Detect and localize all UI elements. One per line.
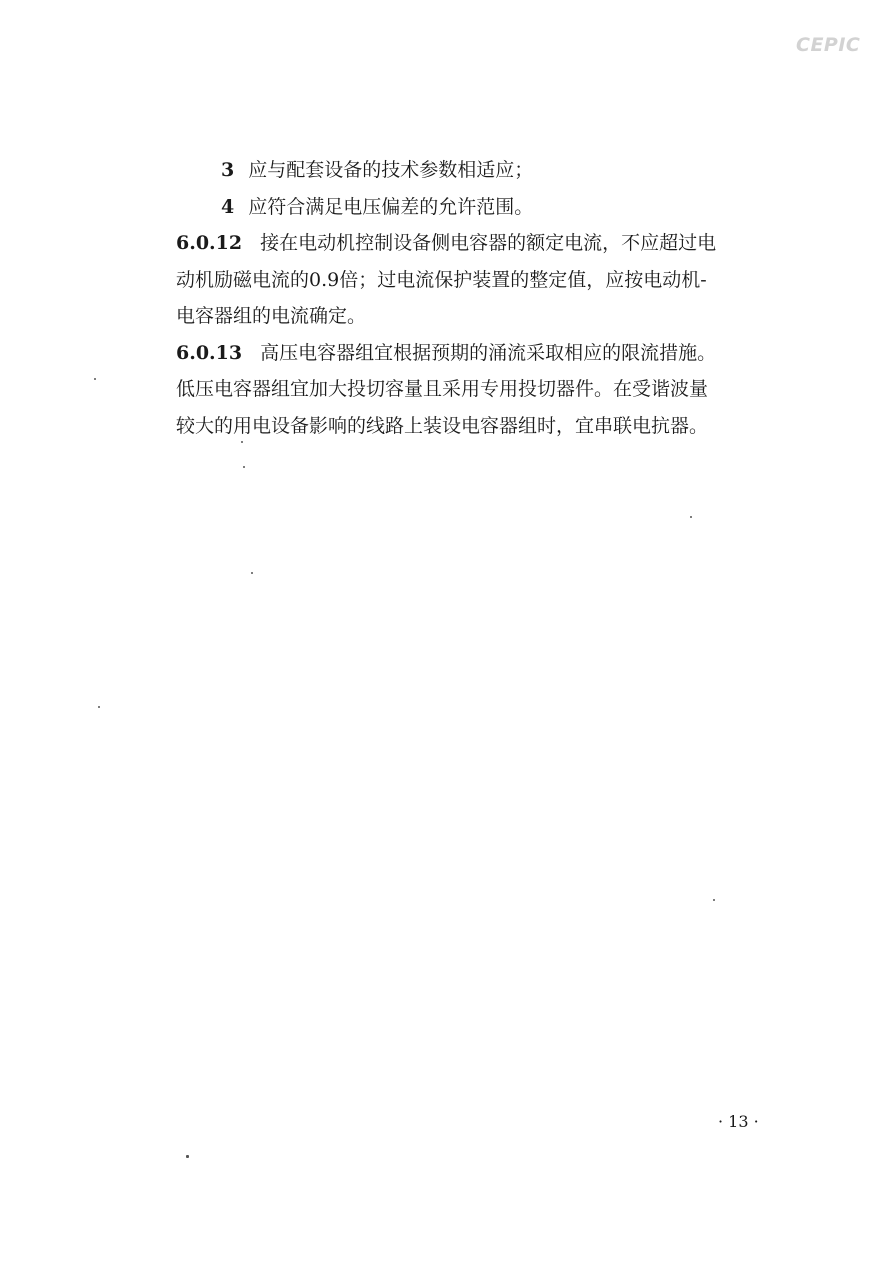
scan-speck [690, 516, 692, 518]
list-item-3 [176, 152, 800, 189]
clause-text-line: 低压电容器组宜加大投切容量且采用专用投切器件。在受谐波量 [176, 378, 709, 400]
clause-number: 6.0.13 [176, 341, 243, 364]
scan-speck [94, 378, 96, 380]
scan-speck [98, 706, 100, 708]
cepic-watermark: CEPIC [796, 34, 861, 56]
list-item-number: 3 [221, 159, 235, 181]
scan-speck [713, 899, 715, 901]
clause-text-line: 高压电容器组宜根据预期的涌流采取相应的限流措施。 [260, 341, 717, 364]
scan-speck [186, 1155, 189, 1158]
list-item-4 [176, 189, 800, 226]
clause-text-line: 动机励磁电流的0.9倍；过电流保护装置的整定值，应按电动机- [176, 268, 707, 291]
clause-6-0-12 [176, 225, 800, 335]
scan-speck [241, 441, 243, 443]
list-item-text: 应与配套设备的技术参数相适应； [248, 159, 534, 181]
list-item-number: 4 [221, 195, 235, 218]
clause-number: 6.0.12 [176, 232, 243, 254]
scan-speck [243, 466, 245, 468]
clause-text-line: 电容器组的电流确定。 [176, 305, 367, 327]
clause-text-line: 较大的用电设备影响的线路上装设电容器组时，宜串联电抗器。 [176, 414, 709, 437]
clause-6-0-13 [176, 335, 800, 445]
scan-speck [251, 572, 253, 574]
document-body [176, 152, 800, 444]
page-number: · 13 · [718, 1112, 759, 1131]
clause-text-line: 接在电动机控制设备侧电容器的额定电流，不应超过电 [260, 232, 717, 254]
list-item-text: 应符合满足电压偏差的允许范围。 [248, 195, 534, 218]
